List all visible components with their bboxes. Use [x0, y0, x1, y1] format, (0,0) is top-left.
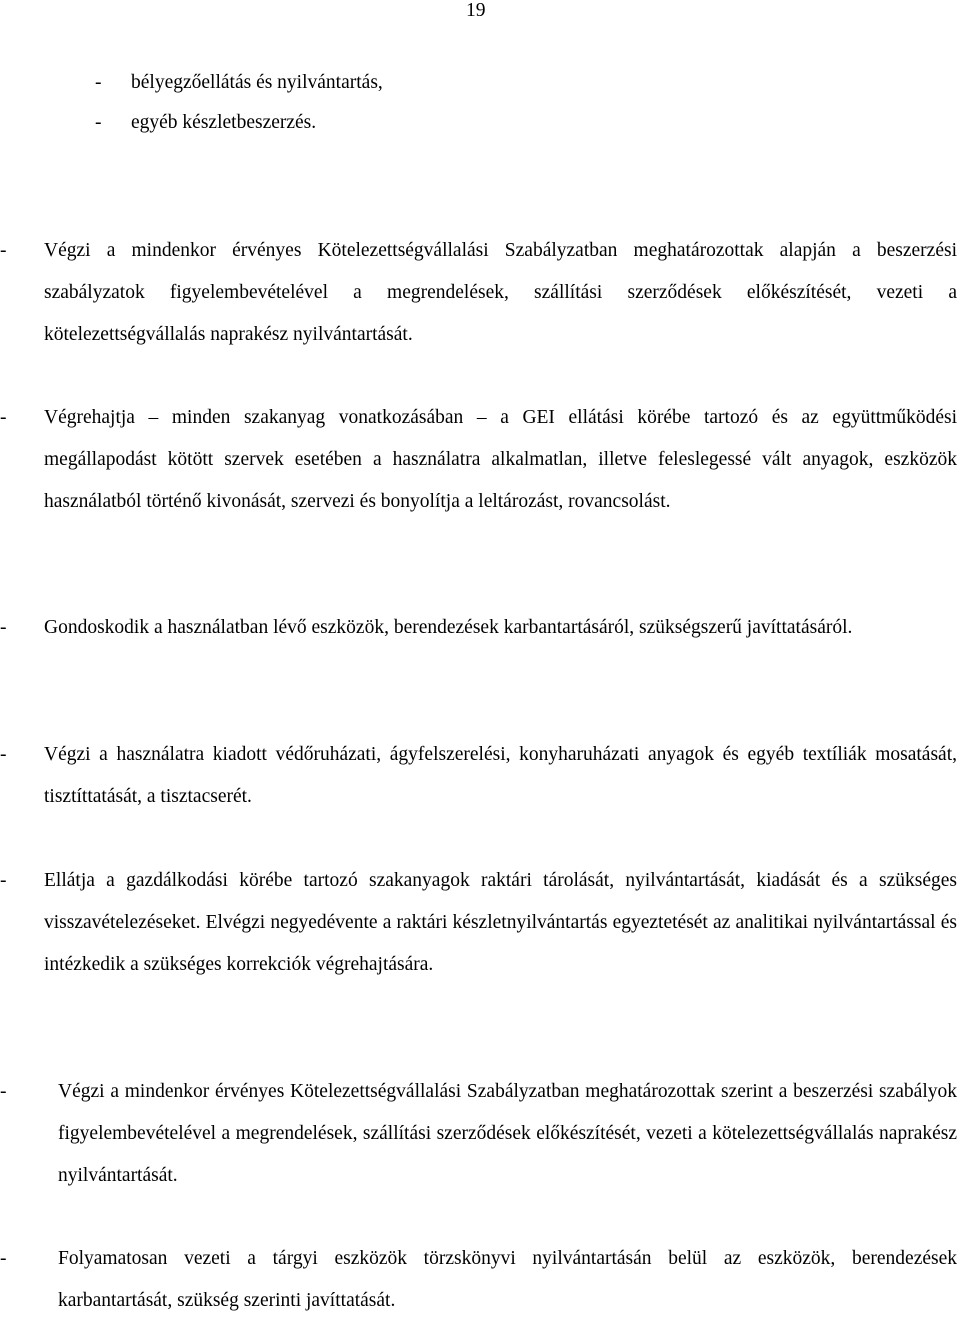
task-paragraph-text: Végrehajtja – minden szakanyag vonatkozásában – a GEI ellátási körébe tartozó és az együttműködési megállapodást kötött szervek esetében a használatra alkalmatlan, illetve feleslegessé vált anyagok, eszközök használatból történő kivonását, szervezi és bonyolítja a leltározást, rovancsolást. [44, 407, 957, 512]
task-paragraph-text: Gondoskodik a használatban lévő eszközök, berendezések karbantartásáról, szükségszerű javíttatásáról. [44, 617, 853, 638]
task-paragraph [0, 860, 957, 986]
sub-list-item [95, 71, 383, 95]
task-paragraph-text: Végzi a mindenkor érvényes Kötelezettségvállalási Szabályzatban meghatározottak alapján a beszerzési szabályzatok figyelembevételével a megrendelések, szállítási szerződések előkészítését, vezeti a kötelezettségvállalás naprakész nyilvántartását. [44, 240, 957, 345]
page-number: 19 [466, 0, 486, 21]
list-dash: - [95, 112, 102, 133]
list-dash: - [0, 744, 7, 765]
list-dash: - [95, 72, 102, 93]
task-paragraph-text: Végzi a mindenkor érvényes Kötelezettségvállalási Szabályzatban meghatározottak szerint a beszerzési szabályok figyelembevételével a megrendelések, szállítási szerződések előkészítését, vezeti a kötelezettségvállalás naprakész nyilvántartását. [58, 1081, 957, 1186]
task-paragraph-text: Ellátja a gazdálkodási körébe tartozó szakanyagok raktári tárolását, nyilvántartását, kiadását és a szükséges visszavételezéseket. Elvégzi negyedévente a raktári készletnyilvántartás egyeztetését az analitikai nyilvántartással és intézkedik a szükséges korrekciók végrehajtására. [44, 870, 957, 975]
sub-list-item [95, 111, 316, 135]
task-paragraph [0, 230, 957, 356]
task-paragraph-text: Végzi a használatra kiadott védőruházati, ágyfelszerelési, konyharuházati anyagok és egyéb textíliák mosatását, tisztíttatását, a tisztacserét. [44, 744, 957, 807]
list-dash: - [0, 240, 7, 261]
sub-list-item-text: bélyegzőellátás és nyilvántartás, [131, 72, 383, 93]
list-dash: - [0, 1081, 7, 1102]
list-dash: - [0, 870, 7, 891]
sub-list-item-text: egyéb készletbeszerzés. [131, 112, 317, 133]
task-paragraph [0, 1238, 957, 1322]
list-dash: - [0, 407, 7, 428]
task-paragraph [0, 607, 957, 649]
task-paragraph [0, 734, 957, 818]
task-paragraph-text: Folyamatosan vezeti a tárgyi eszközök törzskönyvi nyilvántartásán belül az eszközök, berendezések karbantartását, szükség szerinti javíttatását. [58, 1248, 957, 1311]
task-paragraph [0, 397, 957, 523]
list-dash: - [0, 1248, 7, 1269]
list-dash: - [0, 617, 7, 638]
task-paragraph [0, 1071, 957, 1197]
